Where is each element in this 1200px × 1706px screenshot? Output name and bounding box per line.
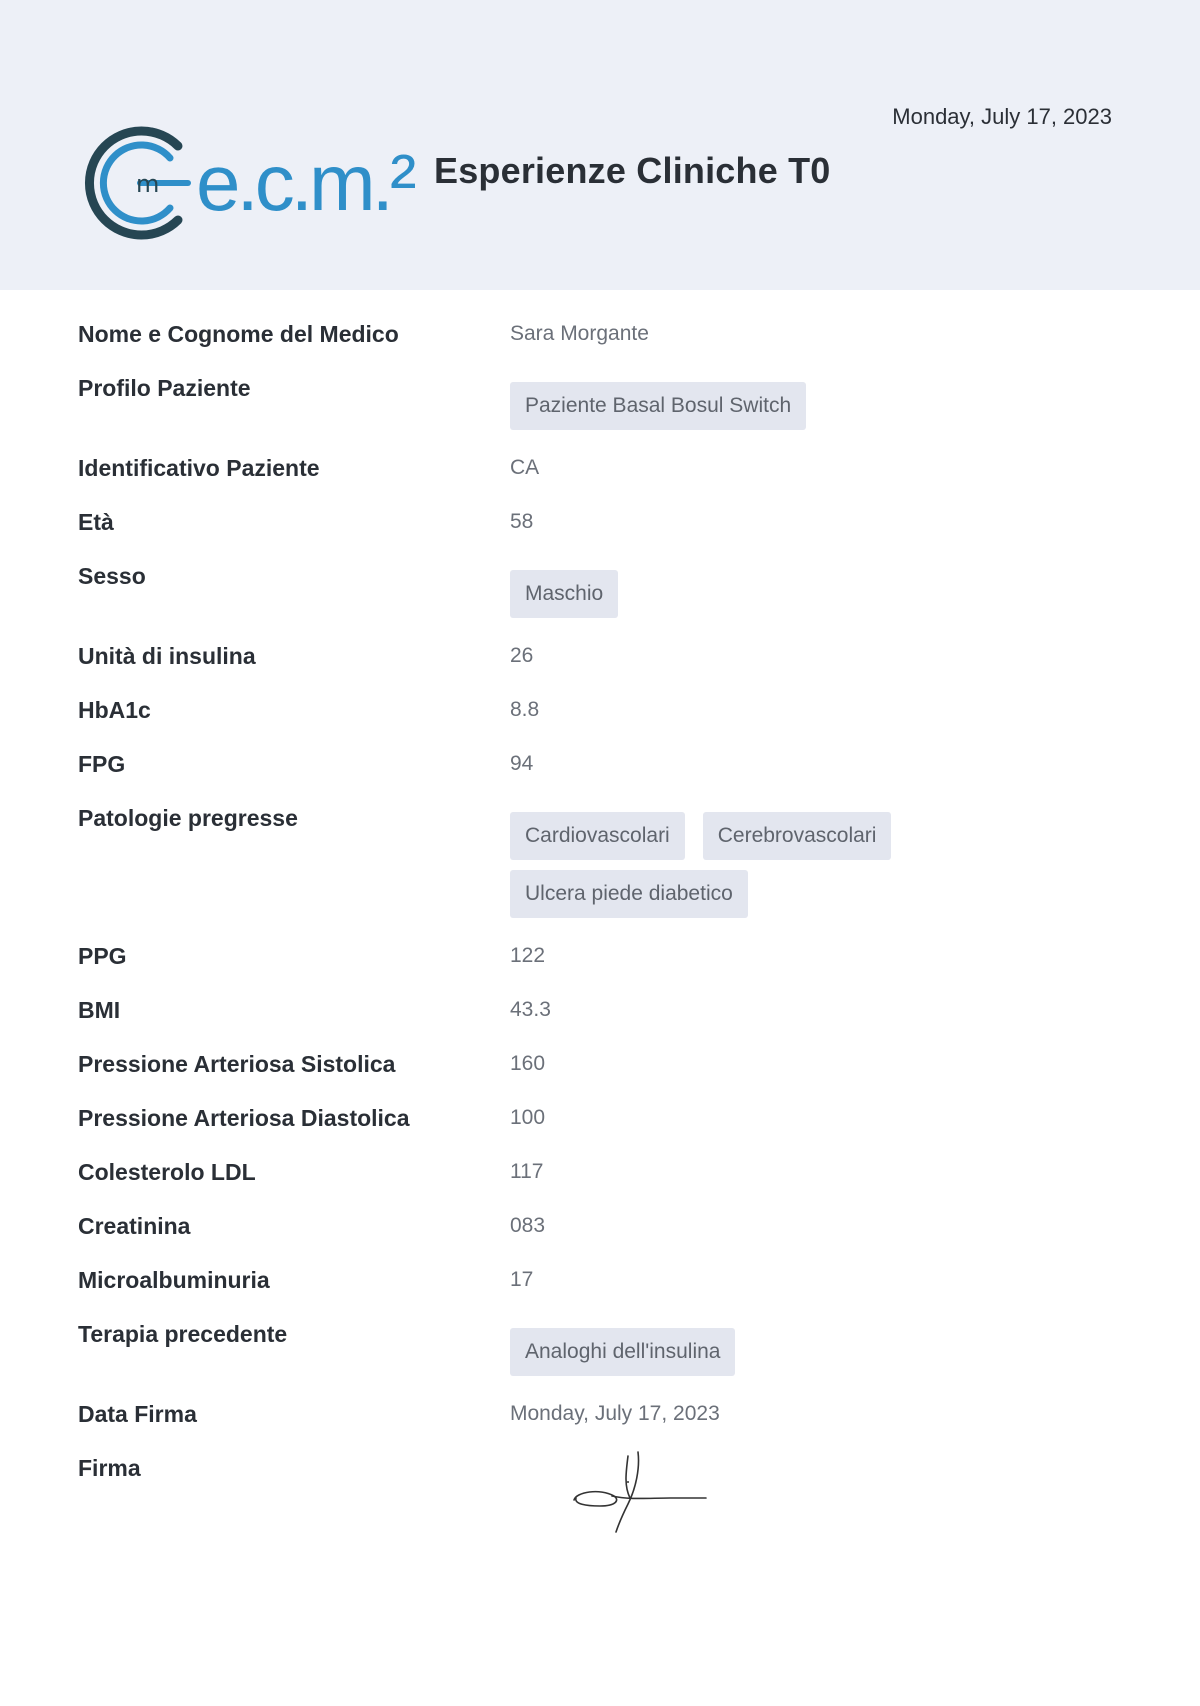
value-eta: 58: [510, 510, 534, 533]
svg-text:e.c.m.²: e.c.m.²: [196, 138, 413, 227]
chips-sesso: [510, 560, 618, 618]
label-firma: Firma: [78, 1455, 141, 1481]
signature-image: [570, 1448, 710, 1538]
row-insulina: [78, 640, 1122, 672]
label-profilo: Profilo Paziente: [78, 375, 251, 401]
chip-cardiovascolari: Cardiovascolari: [510, 812, 685, 860]
ecm-logo: [78, 120, 430, 246]
value-creatinina: 083: [510, 1214, 546, 1237]
label-diastolica: Pressione Arteriosa Diastolica: [78, 1105, 410, 1131]
label-microalbuminuria: Microalbuminuria: [78, 1267, 270, 1293]
row-eta: [78, 506, 1122, 538]
label-insulina: Unità di insulina: [78, 643, 256, 669]
chip-ulcera: Ulcera piede diabetico: [510, 870, 748, 918]
svg-text:m: m: [136, 170, 160, 198]
row-sistolica: [78, 1048, 1122, 1080]
chips-patologie: [510, 802, 940, 918]
chip-terapia: Analoghi dell'insulina: [510, 1328, 735, 1376]
row-firma: [78, 1452, 1122, 1538]
value-identificativo: CA: [510, 456, 540, 479]
row-patologie: [78, 802, 1122, 918]
value-microalbuminuria: 17: [510, 1268, 534, 1291]
row-diastolica: [78, 1102, 1122, 1134]
chip-profilo: Paziente Basal Bosul Switch: [510, 382, 806, 430]
value-insulina: 26: [510, 644, 534, 667]
row-identificativo: [78, 452, 1122, 484]
header-banner: [0, 0, 1200, 290]
label-ldl: Colesterolo LDL: [78, 1159, 256, 1185]
row-ldl: [78, 1156, 1122, 1188]
page-title: Esperienze Cliniche T0: [434, 150, 831, 191]
label-ppg: PPG: [78, 943, 127, 969]
row-creatinina: [78, 1210, 1122, 1242]
value-data-firma: Monday, July 17, 2023: [510, 1402, 720, 1425]
row-bmi: [78, 994, 1122, 1026]
form-content: [78, 318, 1122, 1560]
header-date: Monday, July 17, 2023: [892, 104, 1112, 129]
value-bmi: 43.3: [510, 998, 551, 1021]
row-data-firma: [78, 1398, 1122, 1430]
label-terapia: Terapia precedente: [78, 1321, 288, 1347]
label-bmi: BMI: [78, 997, 121, 1023]
value-medico: Sara Morgante: [510, 322, 649, 345]
row-hba1c: [78, 694, 1122, 726]
label-hba1c: HbA1c: [78, 697, 151, 723]
row-medico: [78, 318, 1122, 350]
label-identificativo: Identificativo Paziente: [78, 455, 320, 481]
row-terapia: [78, 1318, 1122, 1376]
value-hba1c: 8.8: [510, 698, 540, 721]
row-profilo: [78, 372, 1122, 430]
label-sistolica: Pressione Arteriosa Sistolica: [78, 1051, 396, 1077]
value-diastolica: 100: [510, 1106, 546, 1129]
value-fpg: 94: [510, 752, 534, 775]
chips-profilo: [510, 372, 806, 430]
value-sistolica: 160: [510, 1052, 546, 1075]
label-eta: Età: [78, 509, 114, 535]
label-patologie: Patologie pregresse: [78, 805, 298, 831]
label-medico: Nome e Cognome del Medico: [78, 321, 399, 347]
row-sesso: [78, 560, 1122, 618]
label-creatinina: Creatinina: [78, 1213, 191, 1239]
label-sesso: Sesso: [78, 563, 146, 589]
value-ppg: 122: [510, 944, 546, 967]
label-data-firma: Data Firma: [78, 1401, 197, 1427]
value-ldl: 117: [510, 1160, 544, 1183]
label-fpg: FPG: [78, 751, 126, 777]
row-microalbuminuria: [78, 1264, 1122, 1296]
chip-cerebrovascolari: Cerebrovascolari: [703, 812, 892, 860]
row-fpg: [78, 748, 1122, 780]
chips-terapia: [510, 1318, 735, 1376]
chip-sesso: Maschio: [510, 570, 618, 618]
row-ppg: [78, 940, 1122, 972]
